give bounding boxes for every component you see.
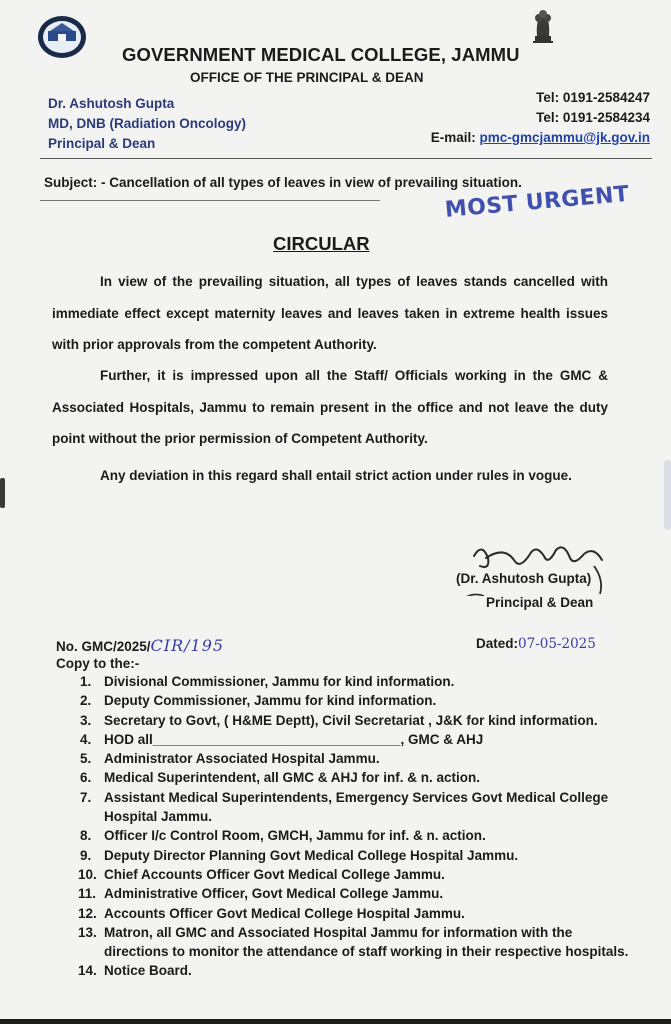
- subject-line: Subject: - Cancellation of all types of leaves in view of prevailing situation.: [44, 175, 522, 190]
- copy-to-heading: Copy to the:-: [56, 656, 140, 671]
- circular-title: CIRCULAR: [273, 233, 370, 254]
- telephone-2: Tel: 0191-2584234: [536, 110, 650, 125]
- contact-block: [424, 88, 650, 148]
- email-label: E-mail:: [430, 130, 480, 145]
- bottom-edge-bar: [0, 1019, 671, 1024]
- list-item: 12. Accounts Officer Govt Medical College Hospital Jammu.: [78, 905, 465, 921]
- paragraph-3: Any deviation in this regard shall entail strict action under rules in vogue.: [100, 468, 572, 483]
- list-item: 5. Administrator Associated Hospital Jammu.: [80, 751, 380, 767]
- signature-scribble: [444, 536, 614, 596]
- paragraph-1: In view of the prevailing situation, all types of leaves stands cancelled with immediate effect except maternity leaves and leaves taken in extreme health issues with prior approvals from the competent Authority.: [52, 274, 608, 352]
- sender-designation: Principal & Dean: [48, 136, 156, 151]
- office-name: OFFICE OF THE PRINCIPAL & DEAN: [190, 70, 424, 85]
- reference-handwritten: CIR/195: [150, 636, 225, 655]
- copy-to-list: [80, 672, 640, 981]
- sender-block: [48, 94, 246, 154]
- reference-number: No. GMC/2025/CIR/195: [56, 636, 225, 655]
- dated-line: Dated:07-05-2025: [476, 636, 596, 652]
- list-item: 4. HOD all_________________________________, GMC & AHJ: [80, 731, 484, 747]
- list-item: 9. Deputy Director Planning Govt Medical College Hospital Jammu.: [80, 847, 519, 863]
- list-item: 14. Notice Board.: [78, 963, 192, 979]
- gmc-logo-icon: [36, 14, 88, 60]
- date-value: 07-05-2025: [518, 636, 596, 652]
- header-divider: [40, 158, 652, 159]
- list-item: 8. Officer I/c Control Room, GMCH, Jammu for inf. & n. action.: [80, 828, 486, 844]
- list-item: 1. Divisional Commissioner, Jammu for kind information.: [80, 674, 455, 689]
- signatory-name: (Dr. Ashutosh Gupta): [456, 571, 592, 586]
- list-item: 2. Deputy Commissioner, Jammu for kind information.: [80, 693, 437, 709]
- list-item: 10. Chief Accounts Officer Govt Medical College Jammu.: [78, 866, 445, 882]
- national-emblem-icon: [526, 6, 560, 56]
- list-item: 7. Assistant Medical Superintendents, Emergency Services Govt Medical College Hospital Jammu.: [80, 789, 609, 825]
- paragraph-2: Further, it is impressed upon all the Staff/ Officials working in the GMC & Associated Hospitals, Jammu to remain present in the office and not leave the duty point without the prior permission of Competent Authority.: [52, 368, 608, 446]
- list-item: 11. Administrative Officer, Govt Medical College Jammu.: [78, 886, 444, 902]
- sender-qualification: MD, DNB (Radiation Oncology): [48, 116, 246, 131]
- subject-divider: [40, 200, 380, 201]
- list-item: 6. Medical Superintendent, all GMC & AHJ for inf. & n. action.: [80, 770, 481, 786]
- institution-name: GOVERNMENT MEDICAL COLLEGE, JAMMU: [122, 44, 520, 65]
- sender-name: Dr. Ashutosh Gupta: [48, 96, 175, 111]
- left-edge-mark: [0, 478, 5, 508]
- telephone-1: Tel: 0191-2584247: [536, 90, 650, 105]
- right-scroll-handle[interactable]: [664, 460, 671, 530]
- list-item: 3. Secretary to Govt, ( H&ME Deptt), Civil Secretariat , J&K for kind information.: [80, 712, 598, 728]
- email-line: [424, 128, 650, 148]
- signatory-title: Principal & Dean: [486, 595, 594, 610]
- list-item: 13. Matron, all GMC and Associated Hospital Jammu for information with the directions to monitor the attendance of staff working in their respective hospitals.: [78, 924, 629, 960]
- email-link[interactable]: pmc-gmcjammu@jk.gov.in: [479, 130, 650, 145]
- most-urgent-stamp: MOST URGENT: [444, 181, 631, 223]
